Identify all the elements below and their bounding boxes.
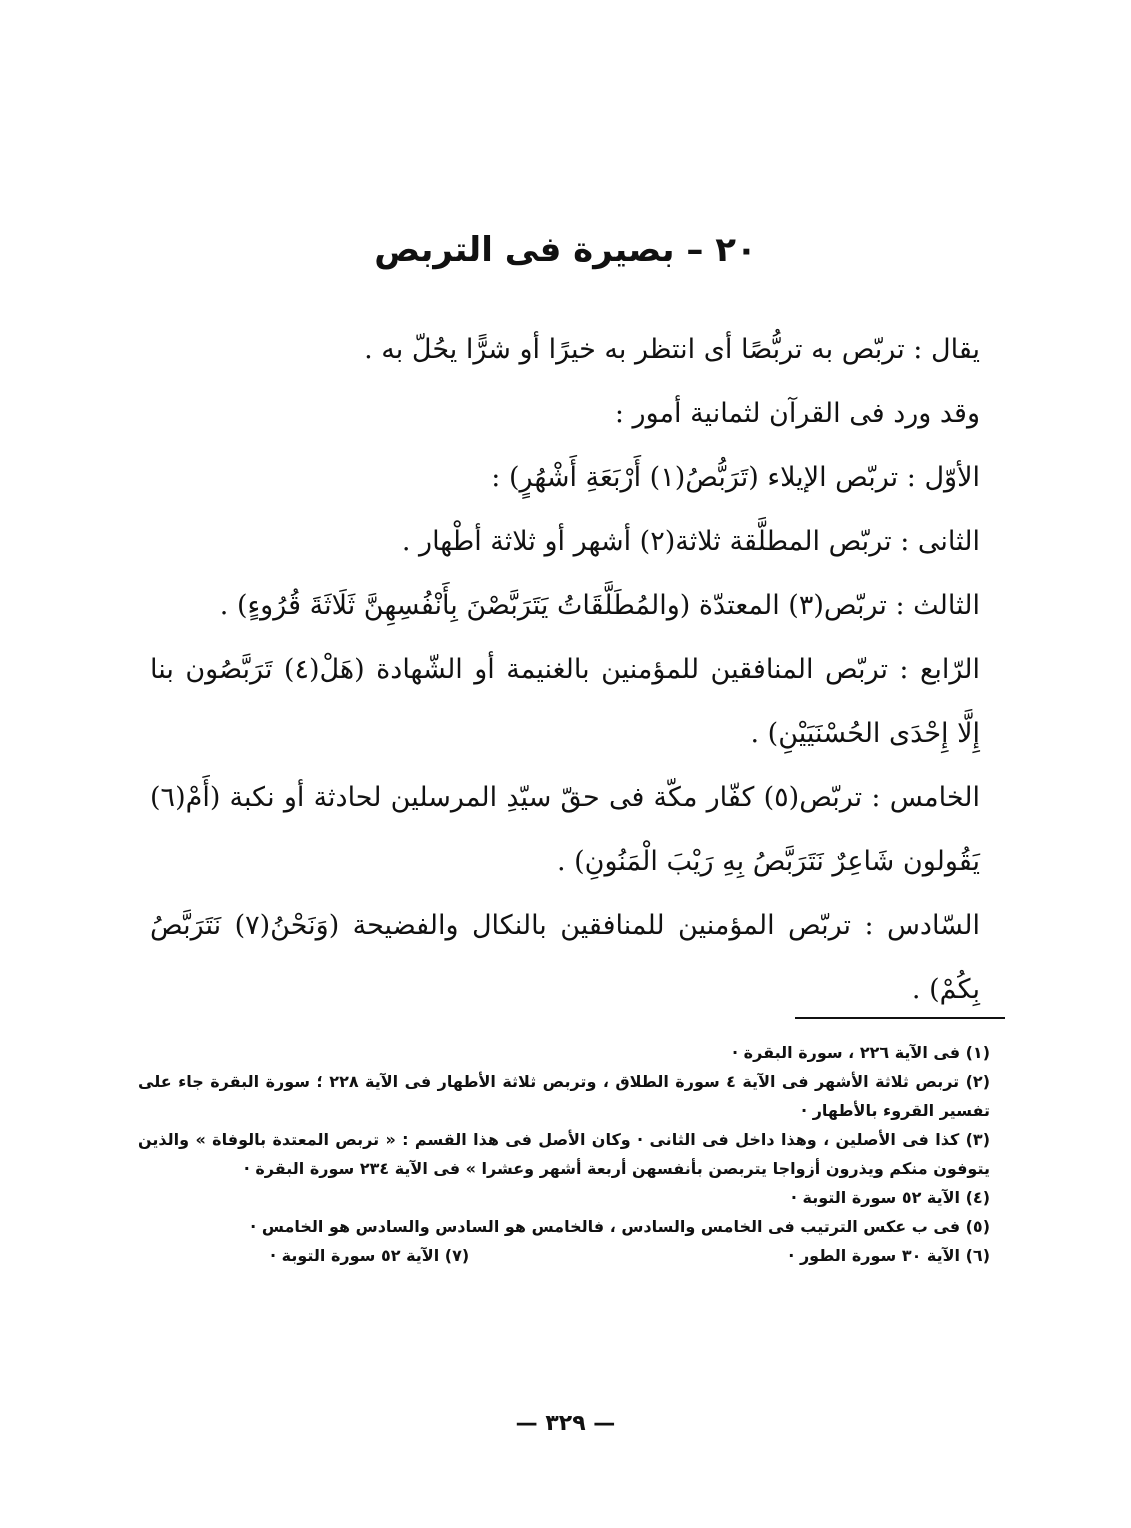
paragraph-intro: وقد ورد فى القرآن لثمانية أمور : [614,398,980,429]
footnote-divider [795,1017,1005,1019]
paragraph-second: الثانى : تربّص المطلَّقة ثلاثة(٢) أشهر أو ثلاثة أطْهار . [401,526,980,557]
section-heading: ٢٠ – بصيرة فى التربص [374,230,757,270]
footnote-2: (٢) تربص ثلاثة الأشهر فى الآية ٤ سورة الطلاق ، وتربص ثلاثة الأطهار فى الآية ٢٢٨ ؛ سورة البقرة جاء على تفسير القروء بالأطهار · [138,1072,990,1120]
footnote-row-6-7 [270,1241,990,1270]
paragraph-sixth: السّادس : تربّص المؤمنين للمنافقين بالنكال والفضيحة (وَنَحْنُ(٧) نَتَرَبَّصُ بِكُمْ) . [150,910,980,1005]
footnote-7: (٧) الآية ٥٢ سورة التوبة · [270,1246,470,1265]
paragraph-definition: يقال : تربّص به تربُّصًا أى انتظر به خيرًا أو شرًّا يحُلّ به . [364,334,980,365]
paragraph-first: الأوّل : تربّص الإيلاء (تَرَبُّصُ(١) أَرْبَعَةِ أَشْهُرٍ) : [491,462,980,493]
paragraph-fourth: الرّابع : تربّص المنافقين للمؤمنين بالغنيمة أو الشّهادة (هَلْ(٤) تَرَبَّصُون بنا إِلَّا إِحْدَى الحُسْنَيَيْنِ) . [150,654,980,749]
footnote-6: (٦) الآية ٣٠ سورة الطور · [788,1246,990,1265]
main-text [150,318,980,1022]
page-number: — ٣٢٩ — [515,1411,616,1436]
footnote-3: (٣) كذا فى الأصلين ، وهذا داخل فى الثانى · وكان الأصل فى هذا القسم : « تربص المعتدة بالوفاة » والذين يتوفون منكم ويذرون أزواجا يتربصن بأنفسهن أربعة أشهر وعشرا » فى الآية ٢٣٤ سورة البقرة · [138,1130,990,1178]
paragraph-fifth: الخامس : تربّص(٥) كفّار مكّة فى حقّ سيّدِ المرسلين لحادثة أو نكبة (أَمْ(٦) يَقُولون شَاعِرٌ نَتَرَبَّصُ بِهِ رَيْبَ الْمَنُونِ) . [150,782,980,877]
footnote-4: (٤) الآية ٥٢ سورة التوبة · [790,1188,990,1207]
footnote-1: (١) فى الآية ٢٢٦ ، سورة البقرة · [732,1043,990,1062]
paragraph-third: الثالث : تربّص(٣) المعتدّة (والمُطَلَّقَاتُ يَتَرَبَّصْنَ بِأَنْفُسِهِنَّ ثَلَاثَةَ قُرُوءٍ) . [219,590,980,621]
footnote-5: (٥) فى ب عكس الترتيب فى الخامس والسادس ، فالخامس هو السادس والسادس هو الخامس · [250,1217,990,1236]
footnotes [138,1038,990,1270]
